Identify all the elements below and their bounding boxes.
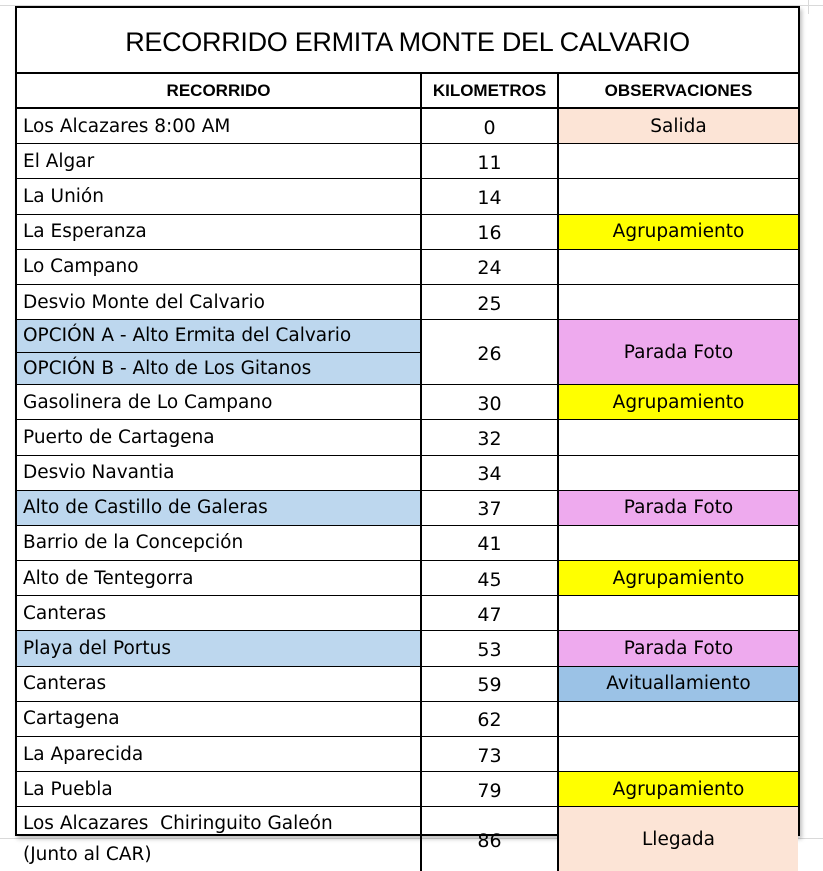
table-row [17,490,798,525]
observation-label [559,420,798,454]
route-point-name: La Puebla [23,778,113,800]
observation-label [559,250,798,284]
route-point-name: Desvio Monte del Calvario [23,291,265,313]
route-point-cell [17,284,421,319]
kilometer-cell: 30 [421,385,558,420]
observation-label [559,285,798,319]
route-point-cell [17,455,421,490]
kilometer-cell: 14 [421,179,558,214]
table-row [17,701,798,736]
route-point-cell [17,179,421,214]
route-point-name: Canteras [23,673,107,695]
sheet-title: RECORRIDO ERMITA MONTE DEL CALVARIO [17,8,798,74]
observation-cell [558,108,798,144]
table-row [17,144,798,179]
table-row [17,320,798,385]
table-row [17,455,798,490]
route-point-cell [17,772,421,807]
route-table [17,74,798,871]
observation-label [559,526,798,560]
route-point-cell [17,525,421,560]
route-point-name: Playa del Portus [23,638,171,660]
kilometer-cell: 0 [421,108,558,144]
observation-cell [558,701,798,736]
kilometer-cell: 11 [421,144,558,179]
route-point-name: Puerto de Cartagena [23,426,215,448]
route-point-cell [17,249,421,284]
table-row [17,737,798,772]
table-row [17,525,798,560]
observation-cell [558,666,798,701]
route-point-cell [17,666,421,701]
kilometer-cell: 41 [421,525,558,560]
observation-label: Avituallamiento [559,667,798,701]
observation-cell [558,455,798,490]
route-point-cell [17,144,421,179]
table-row [17,249,798,284]
route-point-name: Desvio Navantia [23,462,175,484]
observation-label: Parada Foto [559,631,798,665]
kilometer-cell: 16 [421,214,558,249]
kilometer-cell: 32 [421,420,558,455]
route-rows [17,108,798,871]
route-point-cell [17,108,421,144]
kilometer-cell: 62 [421,701,558,736]
route-point-name: Alto de Castillo de Galeras [23,497,268,519]
route-point-cell [17,385,421,420]
header-km: KILOMETROS [421,74,558,108]
observation-label: Parada Foto [559,491,798,525]
route-point-cell [17,214,421,249]
route-point-name: Alto de Tentegorra [23,567,194,589]
route-point-name: El Algar [23,150,95,172]
observation-cell [558,249,798,284]
route-point-cell [17,561,421,596]
observation-label [559,179,798,213]
observation-label: Agrupamiento [559,215,798,249]
route-point-name: Gasolinera de Lo Campano [23,391,273,413]
route-option-a: OPCIÓN A - Alto Ermita del Calvario [17,320,420,353]
header-row [17,74,798,108]
table-row [17,284,798,319]
route-point-name: Los Alcazares 8:00 AM [23,115,231,137]
table-row [17,214,798,249]
observation-label [559,144,798,178]
kilometer-cell: 24 [421,249,558,284]
observation-cell [558,214,798,249]
observation-cell [558,807,798,871]
observation-cell [558,385,798,420]
background-gridline [808,0,809,14]
kilometer-cell: 86 [421,807,558,871]
route-point-name: Los Alcazares Chiringuito Galeón [23,813,333,835]
observation-cell [558,631,798,666]
route-point-name: La Aparecida [23,743,144,765]
observation-label [559,737,798,771]
route-point-cell [17,737,421,772]
table-row [17,420,798,455]
route-point-name: La Unión [23,185,104,207]
route-point-cell [17,807,421,871]
kilometer-cell: 26 [421,320,558,385]
kilometer-cell: 79 [421,772,558,807]
observation-label: Salida [559,109,798,143]
observation-cell [558,490,798,525]
route-point-name: Cartagena [23,708,120,730]
route-option-b: OPCIÓN B - Alto de Los Gitanos [17,353,420,385]
observation-label [559,596,798,630]
route-point-name: Lo Campano [23,256,139,278]
kilometer-cell: 34 [421,455,558,490]
observation-label: Agrupamiento [559,561,798,595]
observation-cell [558,737,798,772]
observation-cell [558,420,798,455]
route-sheet [15,6,800,866]
route-point-name: La Esperanza [23,221,147,243]
route-point-note: (Junto al CAR) [23,844,152,866]
table-row [17,179,798,214]
route-point-cell [17,420,421,455]
route-point-cell [17,320,421,385]
kilometer-cell: 25 [421,284,558,319]
route-point-name: Barrio de la Concepción [23,532,244,554]
table-row [17,666,798,701]
table-row [17,108,798,144]
observation-label: Agrupamiento [559,385,798,419]
route-point-name: Canteras [23,602,107,624]
header-route: RECORRIDO [17,74,421,108]
table-row [17,772,798,807]
route-point-cell [17,701,421,736]
observation-label: Parada Foto [559,320,798,384]
kilometer-cell: 59 [421,666,558,701]
observation-cell [558,320,798,385]
table-row [17,631,798,666]
observation-cell [558,561,798,596]
header-obs: OBSERVACIONES [558,74,798,108]
observation-cell [558,179,798,214]
observation-cell [558,772,798,807]
kilometer-cell: 47 [421,596,558,631]
route-point-cell [17,631,421,666]
observation-label [559,702,798,736]
observation-cell [558,284,798,319]
kilometer-cell: 37 [421,490,558,525]
observation-label [559,456,798,490]
route-point-cell [17,490,421,525]
observation-label: Llegada [559,807,798,871]
kilometer-cell: 53 [421,631,558,666]
observation-label: Agrupamiento [559,772,798,806]
observation-cell [558,144,798,179]
route-point-cell [17,596,421,631]
observation-cell [558,596,798,631]
table-row [17,807,798,871]
kilometer-cell: 73 [421,737,558,772]
observation-cell [558,525,798,560]
kilometer-cell: 45 [421,561,558,596]
table-row [17,596,798,631]
table-row [17,385,798,420]
table-row [17,561,798,596]
